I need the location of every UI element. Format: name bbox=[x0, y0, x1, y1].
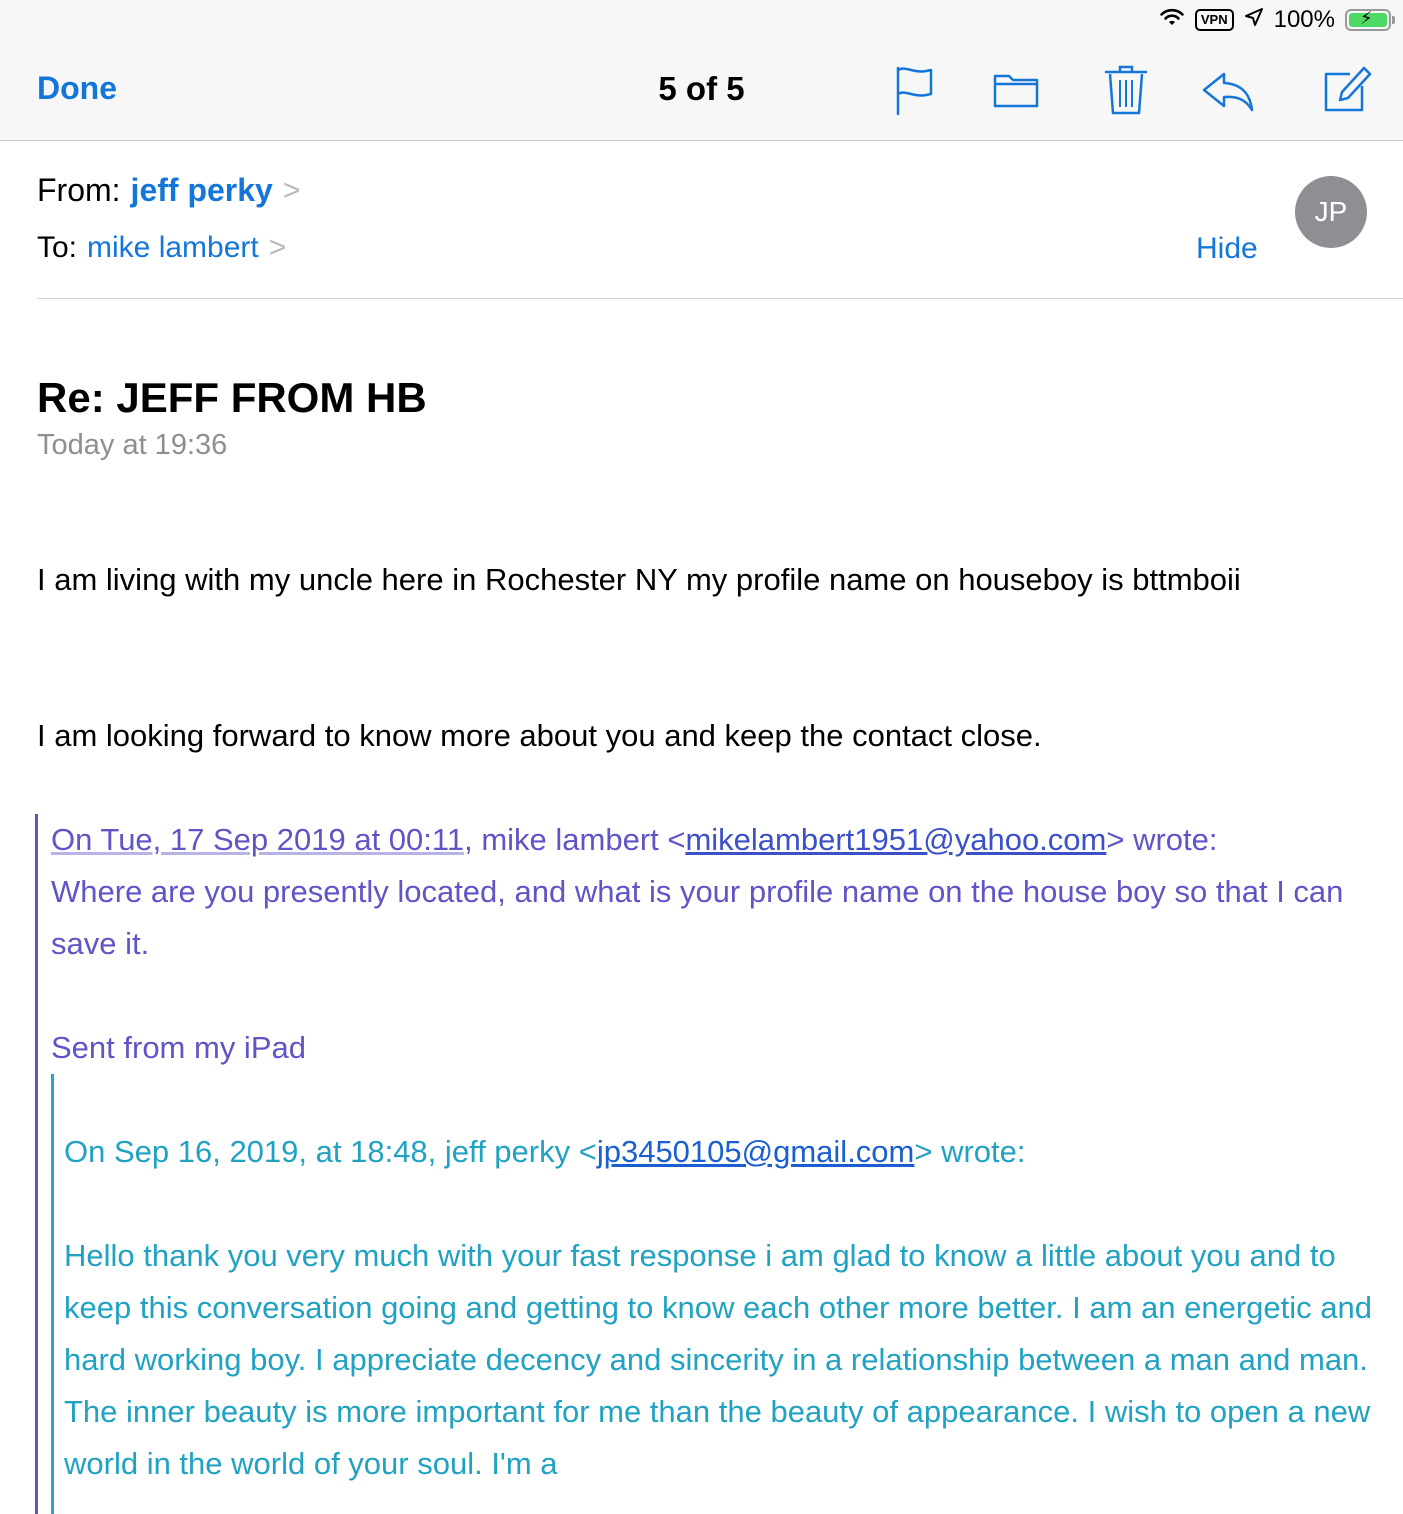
from-sender[interactable]: jeff perky bbox=[130, 172, 273, 208]
chevron-right-icon[interactable]: > bbox=[282, 173, 301, 207]
quote-signature: Sent from my iPad bbox=[51, 1030, 306, 1065]
flag-icon[interactable] bbox=[889, 62, 941, 118]
quoted-message bbox=[35, 814, 1375, 1514]
nested-quote-text: Hello thank you very much with your fast response i am glad to know a little about you and to keep this conversation going and getting to know each other more better. I am an energetic and hard working boy. I appreciate decency and sincerity in a relationship between a man and man. The inner beauty is more important for me than the beauty of appearance. I wish to open a new world in the world of your soul. I'm a bbox=[64, 1238, 1372, 1481]
message-date: Today at 19:36 bbox=[37, 429, 228, 461]
to-label: To: bbox=[37, 231, 78, 264]
chevron-right-icon[interactable]: > bbox=[268, 231, 287, 264]
nested-quote-start: On Sep 16, 2019, at 18:48, jeff perky < bbox=[64, 1134, 597, 1169]
nested-quote-wrote: > wrote: bbox=[914, 1134, 1026, 1169]
toolbar bbox=[0, 0, 1403, 141]
to-recipient[interactable]: mike lambert bbox=[87, 231, 259, 264]
header-divider bbox=[37, 298, 1403, 299]
quote-date-link[interactable]: On Tue, 17 Sep 2019 at 00:11 bbox=[51, 822, 465, 857]
done-button[interactable]: Done bbox=[37, 70, 117, 106]
vpn-badge: VPN bbox=[1195, 9, 1234, 31]
email-link[interactable]: jp3450105@gmail.com bbox=[596, 1134, 915, 1169]
from-label: From: bbox=[37, 172, 121, 208]
compose-icon[interactable] bbox=[1320, 62, 1374, 118]
quote-attribution bbox=[51, 814, 1371, 970]
quote-wrote: > wrote: bbox=[1106, 822, 1218, 857]
battery-icon: ⚡ bbox=[1345, 9, 1391, 31]
from-row bbox=[37, 172, 300, 209]
avatar[interactable]: JP bbox=[1295, 176, 1367, 248]
battery-percent: 100% bbox=[1273, 6, 1335, 33]
location-arrow-icon bbox=[1244, 6, 1264, 34]
to-row bbox=[37, 231, 286, 265]
folder-icon[interactable] bbox=[991, 62, 1041, 118]
status-bar bbox=[1159, 4, 1391, 36]
trash-icon[interactable] bbox=[1100, 62, 1152, 118]
message-subject: Re: JEFF FROM HB bbox=[37, 374, 427, 421]
body-paragraph: I am looking forward to know more about you and keep the contact close. bbox=[37, 718, 1042, 753]
wifi-icon bbox=[1159, 6, 1185, 34]
nested-quoted-message bbox=[51, 1074, 1376, 1514]
nested-quote-attribution bbox=[64, 1126, 1374, 1178]
quote-sender: , mike lambert < bbox=[464, 822, 686, 857]
quote-text: Where are you presently located, and what is your profile name on the house boy so that I can save it. bbox=[51, 874, 1344, 961]
message-counter: 5 of 5 bbox=[658, 70, 745, 107]
body-paragraph: I am living with my uncle here in Rochester NY my profile name on houseboy is bttmboii bbox=[37, 562, 1241, 597]
email-link[interactable]: mikelambert1951@yahoo.com bbox=[685, 822, 1107, 857]
reply-icon[interactable] bbox=[1200, 62, 1256, 118]
hide-button[interactable]: Hide bbox=[1196, 232, 1258, 265]
